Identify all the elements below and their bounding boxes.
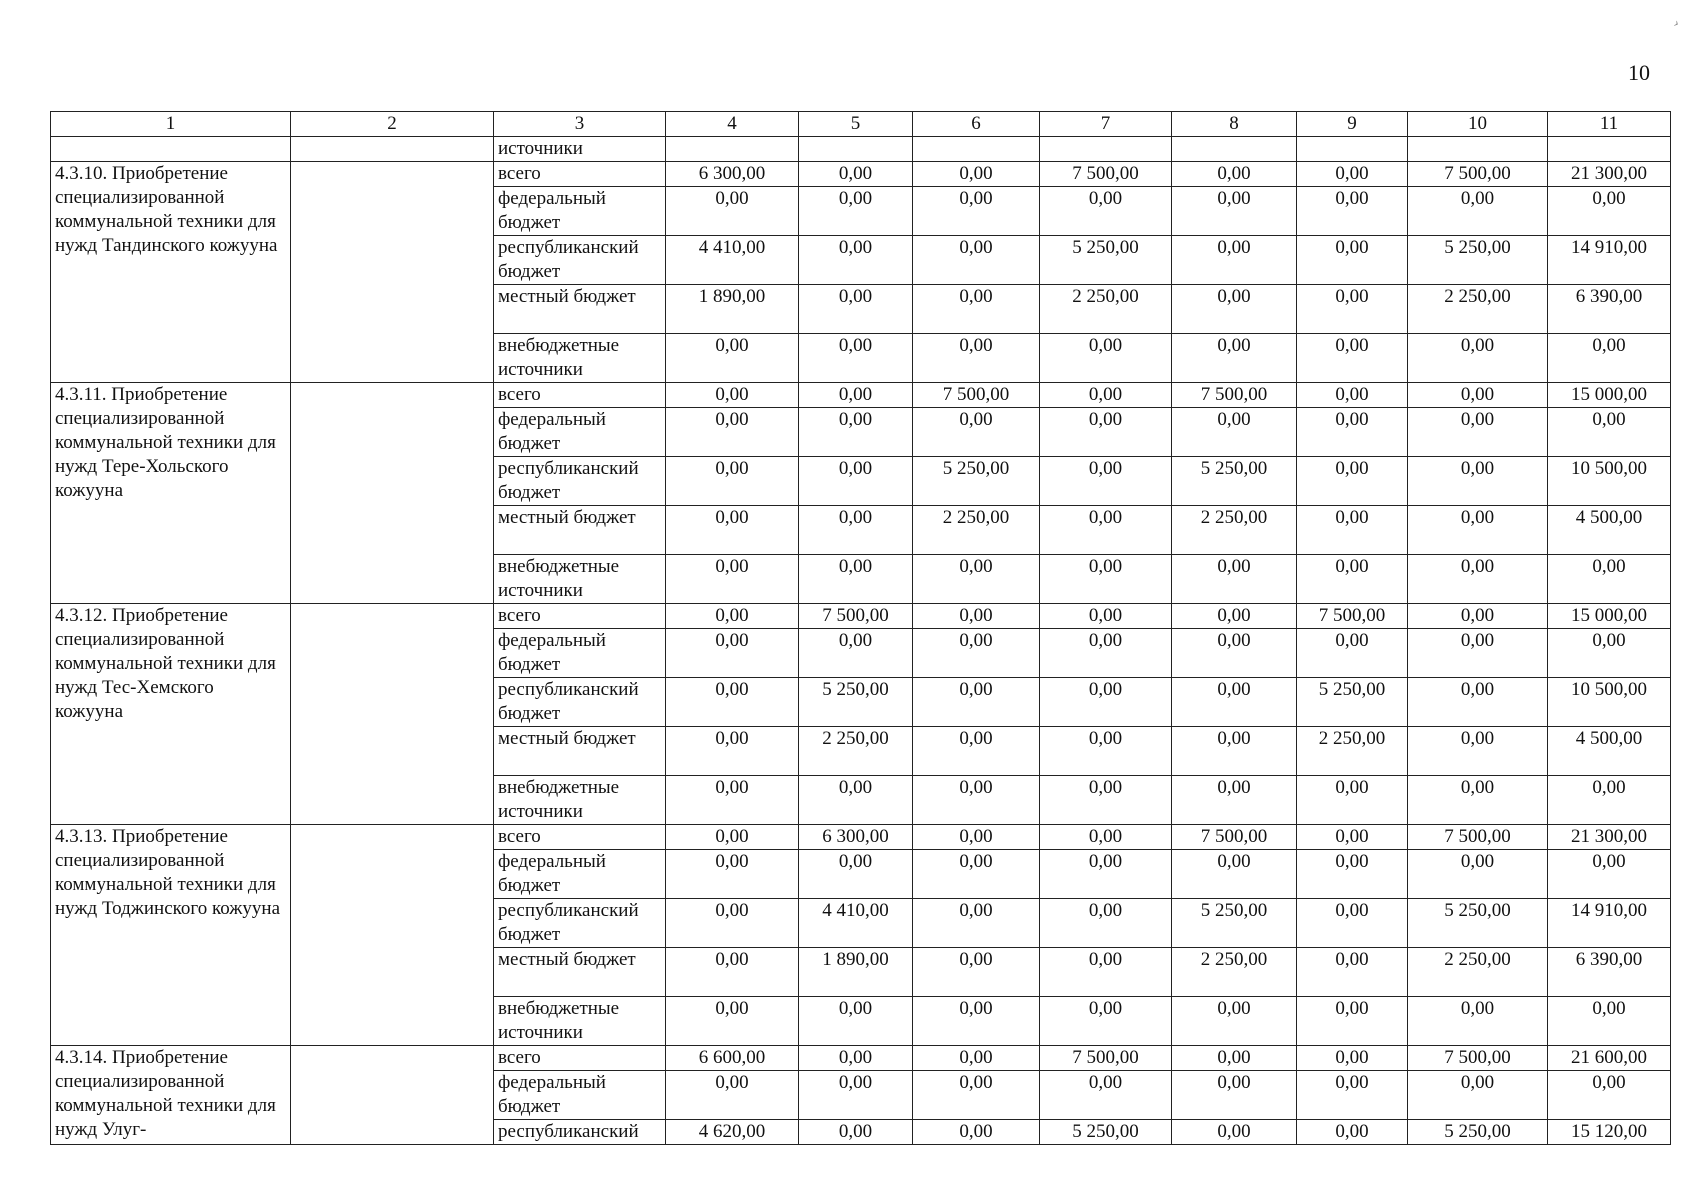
- value-cell: 2 250,00: [1408, 948, 1548, 997]
- value-cell: 0,00: [1297, 236, 1408, 285]
- total-value-cell: 10 500,00: [1548, 457, 1671, 506]
- value-cell: 4 410,00: [799, 899, 913, 948]
- value-cell: 0,00: [1172, 285, 1297, 334]
- value-cell: 0,00: [799, 334, 913, 383]
- value-cell: 0,00: [1040, 678, 1172, 727]
- value-cell: 5 250,00: [1040, 1120, 1172, 1145]
- value-cell: 0,00: [799, 285, 913, 334]
- carryover-value-cell: [1040, 137, 1172, 162]
- carryover-value-cell: [666, 137, 799, 162]
- column-header: 5: [799, 112, 913, 137]
- measure-name-cell: 4.3.11. Приобретение специализированной коммунальной техники для нужд Тере-Хольского кожууна: [51, 383, 291, 604]
- executor-cell: [291, 604, 494, 825]
- value-cell: 0,00: [1297, 1046, 1408, 1071]
- value-cell: 0,00: [1040, 604, 1172, 629]
- total-value-cell: 21 300,00: [1548, 825, 1671, 850]
- value-cell: 7 500,00: [1172, 383, 1297, 408]
- funding-source-cell: республиканский бюджет: [494, 236, 666, 285]
- measure-name-cell: 4.3.12. Приобретение специализированной коммунальной техники для нужд Тес-Хемского кожууна: [51, 604, 291, 825]
- table-body: [51, 112, 1671, 1145]
- value-cell: 0,00: [1040, 457, 1172, 506]
- value-cell: 0,00: [1297, 555, 1408, 604]
- value-cell: 0,00: [799, 187, 913, 236]
- carryover-source-cell: источники: [494, 137, 666, 162]
- funding-source-cell: республиканский: [494, 1120, 666, 1145]
- value-cell: 0,00: [666, 383, 799, 408]
- value-cell: 0,00: [799, 1120, 913, 1145]
- value-cell: 0,00: [666, 604, 799, 629]
- total-value-cell: 6 390,00: [1548, 285, 1671, 334]
- total-value-cell: 0,00: [1548, 187, 1671, 236]
- value-cell: 0,00: [666, 1071, 799, 1120]
- value-cell: 0,00: [1040, 555, 1172, 604]
- value-cell: 0,00: [1040, 334, 1172, 383]
- value-cell: 0,00: [1297, 285, 1408, 334]
- value-cell: 0,00: [666, 899, 799, 948]
- column-header: 6: [913, 112, 1040, 137]
- value-cell: 2 250,00: [913, 506, 1040, 555]
- total-value-cell: 14 910,00: [1548, 236, 1671, 285]
- table-row: [51, 825, 1671, 850]
- value-cell: 7 500,00: [799, 604, 913, 629]
- column-header: 11: [1548, 112, 1671, 137]
- value-cell: 5 250,00: [1040, 236, 1172, 285]
- value-cell: 0,00: [913, 899, 1040, 948]
- value-cell: 2 250,00: [1297, 727, 1408, 776]
- value-cell: 0,00: [1297, 1120, 1408, 1145]
- value-cell: 0,00: [1297, 948, 1408, 997]
- value-cell: 7 500,00: [1040, 1046, 1172, 1071]
- value-cell: 7 500,00: [1408, 1046, 1548, 1071]
- total-value-cell: 4 500,00: [1548, 506, 1671, 555]
- carryover-row: [51, 137, 1671, 162]
- funding-source-cell: республиканский бюджет: [494, 899, 666, 948]
- funding-source-cell: федеральный бюджет: [494, 629, 666, 678]
- funding-source-cell: всего: [494, 1046, 666, 1071]
- executor-cell: [291, 825, 494, 1046]
- funding-source-cell: федеральный бюджет: [494, 187, 666, 236]
- value-cell: 0,00: [1172, 1071, 1297, 1120]
- total-value-cell: 0,00: [1548, 1071, 1671, 1120]
- value-cell: 4 410,00: [666, 236, 799, 285]
- measure-name-cell: 4.3.13. Приобретение специализированной коммунальной техники для нужд Тоджинского кожууна: [51, 825, 291, 1046]
- value-cell: 0,00: [799, 1071, 913, 1120]
- value-cell: 0,00: [1040, 506, 1172, 555]
- funding-source-cell: всего: [494, 604, 666, 629]
- value-cell: 0,00: [1040, 408, 1172, 457]
- total-value-cell: 0,00: [1548, 850, 1671, 899]
- value-cell: 0,00: [1297, 334, 1408, 383]
- value-cell: 0,00: [1408, 555, 1548, 604]
- value-cell: 0,00: [1408, 776, 1548, 825]
- total-value-cell: 0,00: [1548, 997, 1671, 1046]
- value-cell: 0,00: [799, 997, 913, 1046]
- table-row: [51, 383, 1671, 408]
- value-cell: 0,00: [799, 162, 913, 187]
- value-cell: 0,00: [666, 555, 799, 604]
- value-cell: 5 250,00: [1408, 899, 1548, 948]
- value-cell: 0,00: [1297, 850, 1408, 899]
- value-cell: 0,00: [666, 457, 799, 506]
- value-cell: 0,00: [666, 629, 799, 678]
- value-cell: 1 890,00: [666, 285, 799, 334]
- value-cell: 0,00: [913, 604, 1040, 629]
- funding-source-cell: внебюджетные источники: [494, 555, 666, 604]
- value-cell: 0,00: [1297, 629, 1408, 678]
- total-value-cell: 15 120,00: [1548, 1120, 1671, 1145]
- value-cell: 0,00: [1408, 506, 1548, 555]
- carryover-value-cell: [1548, 137, 1671, 162]
- value-cell: 0,00: [913, 1120, 1040, 1145]
- value-cell: 0,00: [1297, 506, 1408, 555]
- value-cell: 0,00: [799, 1046, 913, 1071]
- value-cell: 0,00: [913, 1071, 1040, 1120]
- value-cell: 0,00: [1172, 1120, 1297, 1145]
- value-cell: 0,00: [799, 236, 913, 285]
- total-value-cell: 14 910,00: [1548, 899, 1671, 948]
- value-cell: 0,00: [1172, 1046, 1297, 1071]
- value-cell: 0,00: [1040, 629, 1172, 678]
- value-cell: 0,00: [1408, 678, 1548, 727]
- carryover-value-cell: [913, 137, 1040, 162]
- value-cell: 2 250,00: [1040, 285, 1172, 334]
- value-cell: 2 250,00: [799, 727, 913, 776]
- value-cell: 0,00: [913, 997, 1040, 1046]
- value-cell: 0,00: [913, 727, 1040, 776]
- value-cell: 0,00: [1040, 825, 1172, 850]
- funding-source-cell: местный бюджет: [494, 285, 666, 334]
- funding-source-cell: внебюджетные источники: [494, 776, 666, 825]
- value-cell: 0,00: [1408, 850, 1548, 899]
- value-cell: 0,00: [1297, 457, 1408, 506]
- measure-name-cell: 4.3.14. Приобретение специализированной коммунальной техники для нужд Улуг-: [51, 1046, 291, 1145]
- value-cell: 0,00: [1040, 997, 1172, 1046]
- value-cell: 5 250,00: [1172, 457, 1297, 506]
- column-header: 10: [1408, 112, 1548, 137]
- value-cell: 0,00: [913, 948, 1040, 997]
- value-cell: 0,00: [799, 383, 913, 408]
- carryover-value-cell: [1408, 137, 1548, 162]
- value-cell: 0,00: [1297, 825, 1408, 850]
- value-cell: 0,00: [666, 334, 799, 383]
- value-cell: 0,00: [1172, 727, 1297, 776]
- column-header: 8: [1172, 112, 1297, 137]
- funding-source-cell: республиканский бюджет: [494, 678, 666, 727]
- funding-source-cell: всего: [494, 162, 666, 187]
- total-value-cell: 6 390,00: [1548, 948, 1671, 997]
- total-value-cell: 0,00: [1548, 334, 1671, 383]
- total-value-cell: 15 000,00: [1548, 383, 1671, 408]
- value-cell: 0,00: [913, 1046, 1040, 1071]
- value-cell: 5 250,00: [1408, 236, 1548, 285]
- total-value-cell: 21 600,00: [1548, 1046, 1671, 1071]
- executor-cell: [291, 162, 494, 383]
- value-cell: 2 250,00: [1172, 948, 1297, 997]
- value-cell: 5 250,00: [1172, 899, 1297, 948]
- value-cell: 5 250,00: [913, 457, 1040, 506]
- value-cell: 0,00: [799, 506, 913, 555]
- value-cell: 0,00: [1408, 727, 1548, 776]
- carryover-value-cell: [799, 137, 913, 162]
- value-cell: 0,00: [1172, 850, 1297, 899]
- value-cell: 0,00: [913, 285, 1040, 334]
- column-header: 7: [1040, 112, 1172, 137]
- funding-source-cell: всего: [494, 383, 666, 408]
- value-cell: 0,00: [1408, 408, 1548, 457]
- value-cell: 5 250,00: [1297, 678, 1408, 727]
- value-cell: 0,00: [1172, 187, 1297, 236]
- funding-source-cell: внебюджетные источники: [494, 997, 666, 1046]
- value-cell: 0,00: [1040, 187, 1172, 236]
- value-cell: 0,00: [1297, 776, 1408, 825]
- value-cell: 2 250,00: [1408, 285, 1548, 334]
- funding-source-cell: внебюджетные источники: [494, 334, 666, 383]
- funding-source-cell: всего: [494, 825, 666, 850]
- value-cell: 0,00: [1297, 1071, 1408, 1120]
- value-cell: 0,00: [1040, 727, 1172, 776]
- funding-source-cell: федеральный бюджет: [494, 1071, 666, 1120]
- value-cell: 0,00: [1040, 899, 1172, 948]
- value-cell: 0,00: [1040, 850, 1172, 899]
- column-header: 3: [494, 112, 666, 137]
- page-number: 10: [1628, 60, 1650, 85]
- value-cell: 0,00: [799, 408, 913, 457]
- funding-source-cell: местный бюджет: [494, 727, 666, 776]
- value-cell: 0,00: [1297, 899, 1408, 948]
- carryover-executor-cell: [291, 137, 494, 162]
- value-cell: 7 500,00: [1040, 162, 1172, 187]
- value-cell: 0,00: [799, 850, 913, 899]
- column-header: 1: [51, 112, 291, 137]
- value-cell: 0,00: [1297, 383, 1408, 408]
- value-cell: 6 600,00: [666, 1046, 799, 1071]
- value-cell: 0,00: [1040, 383, 1172, 408]
- value-cell: 0,00: [666, 727, 799, 776]
- value-cell: 0,00: [1040, 948, 1172, 997]
- value-cell: 0,00: [1172, 555, 1297, 604]
- value-cell: 0,00: [1408, 187, 1548, 236]
- budget-table: [50, 111, 1671, 1145]
- value-cell: 0,00: [1172, 408, 1297, 457]
- value-cell: 0,00: [666, 850, 799, 899]
- value-cell: 0,00: [1040, 1071, 1172, 1120]
- value-cell: 7 500,00: [1408, 162, 1548, 187]
- value-cell: 0,00: [1172, 604, 1297, 629]
- value-cell: 0,00: [913, 162, 1040, 187]
- carryover-name-cell: [51, 137, 291, 162]
- table-row: [51, 1046, 1671, 1071]
- value-cell: 0,00: [1408, 997, 1548, 1046]
- value-cell: 7 500,00: [1172, 825, 1297, 850]
- value-cell: 0,00: [1172, 997, 1297, 1046]
- value-cell: 5 250,00: [1408, 1120, 1548, 1145]
- value-cell: 0,00: [666, 506, 799, 555]
- value-cell: 0,00: [799, 629, 913, 678]
- value-cell: 7 500,00: [913, 383, 1040, 408]
- value-cell: 5 250,00: [799, 678, 913, 727]
- total-value-cell: 0,00: [1548, 629, 1671, 678]
- value-cell: 0,00: [1172, 678, 1297, 727]
- measure-name-cell: 4.3.10. Приобретение специализированной коммунальной техники для нужд Тандинского кожууна: [51, 162, 291, 383]
- table-row: [51, 162, 1671, 187]
- column-header: 9: [1297, 112, 1408, 137]
- value-cell: 0,00: [913, 236, 1040, 285]
- funding-source-cell: местный бюджет: [494, 948, 666, 997]
- value-cell: 0,00: [913, 850, 1040, 899]
- value-cell: 0,00: [666, 187, 799, 236]
- column-number-row: [51, 112, 1671, 137]
- value-cell: 0,00: [913, 334, 1040, 383]
- funding-source-cell: республиканский бюджет: [494, 457, 666, 506]
- scan-corner-mark: ›: [1670, 15, 1683, 32]
- value-cell: 0,00: [913, 776, 1040, 825]
- value-cell: 0,00: [799, 776, 913, 825]
- funding-source-cell: федеральный бюджет: [494, 408, 666, 457]
- value-cell: 0,00: [1408, 1071, 1548, 1120]
- value-cell: 0,00: [1408, 604, 1548, 629]
- value-cell: 0,00: [1408, 334, 1548, 383]
- value-cell: 0,00: [666, 408, 799, 457]
- carryover-value-cell: [1297, 137, 1408, 162]
- executor-cell: [291, 1046, 494, 1145]
- value-cell: 0,00: [1172, 162, 1297, 187]
- column-header: 4: [666, 112, 799, 137]
- value-cell: 0,00: [1297, 408, 1408, 457]
- value-cell: 0,00: [1172, 776, 1297, 825]
- value-cell: 0,00: [1172, 629, 1297, 678]
- value-cell: 0,00: [666, 997, 799, 1046]
- value-cell: 2 250,00: [1172, 506, 1297, 555]
- value-cell: 0,00: [1297, 187, 1408, 236]
- total-value-cell: 21 300,00: [1548, 162, 1671, 187]
- value-cell: 0,00: [913, 555, 1040, 604]
- value-cell: 0,00: [666, 678, 799, 727]
- value-cell: 0,00: [913, 678, 1040, 727]
- value-cell: 0,00: [1297, 162, 1408, 187]
- total-value-cell: 4 500,00: [1548, 727, 1671, 776]
- value-cell: 7 500,00: [1297, 604, 1408, 629]
- value-cell: 0,00: [913, 629, 1040, 678]
- total-value-cell: 10 500,00: [1548, 678, 1671, 727]
- carryover-value-cell: [1172, 137, 1297, 162]
- executor-cell: [291, 383, 494, 604]
- funding-source-cell: местный бюджет: [494, 506, 666, 555]
- value-cell: 6 300,00: [666, 162, 799, 187]
- value-cell: 0,00: [1172, 236, 1297, 285]
- total-value-cell: 0,00: [1548, 555, 1671, 604]
- value-cell: 0,00: [1408, 629, 1548, 678]
- table-row: [51, 604, 1671, 629]
- column-header: 2: [291, 112, 494, 137]
- value-cell: 4 620,00: [666, 1120, 799, 1145]
- value-cell: 0,00: [1040, 776, 1172, 825]
- total-value-cell: 0,00: [1548, 408, 1671, 457]
- value-cell: 0,00: [913, 408, 1040, 457]
- value-cell: 1 890,00: [799, 948, 913, 997]
- value-cell: 0,00: [1408, 383, 1548, 408]
- value-cell: 0,00: [1172, 334, 1297, 383]
- value-cell: 0,00: [799, 457, 913, 506]
- value-cell: 0,00: [666, 776, 799, 825]
- value-cell: 6 300,00: [799, 825, 913, 850]
- value-cell: 0,00: [666, 825, 799, 850]
- value-cell: 7 500,00: [1408, 825, 1548, 850]
- value-cell: 0,00: [666, 948, 799, 997]
- value-cell: 0,00: [799, 555, 913, 604]
- funding-source-cell: федеральный бюджет: [494, 850, 666, 899]
- value-cell: 0,00: [1297, 997, 1408, 1046]
- total-value-cell: 15 000,00: [1548, 604, 1671, 629]
- value-cell: 0,00: [913, 825, 1040, 850]
- value-cell: 0,00: [1408, 457, 1548, 506]
- value-cell: 0,00: [913, 187, 1040, 236]
- total-value-cell: 0,00: [1548, 776, 1671, 825]
